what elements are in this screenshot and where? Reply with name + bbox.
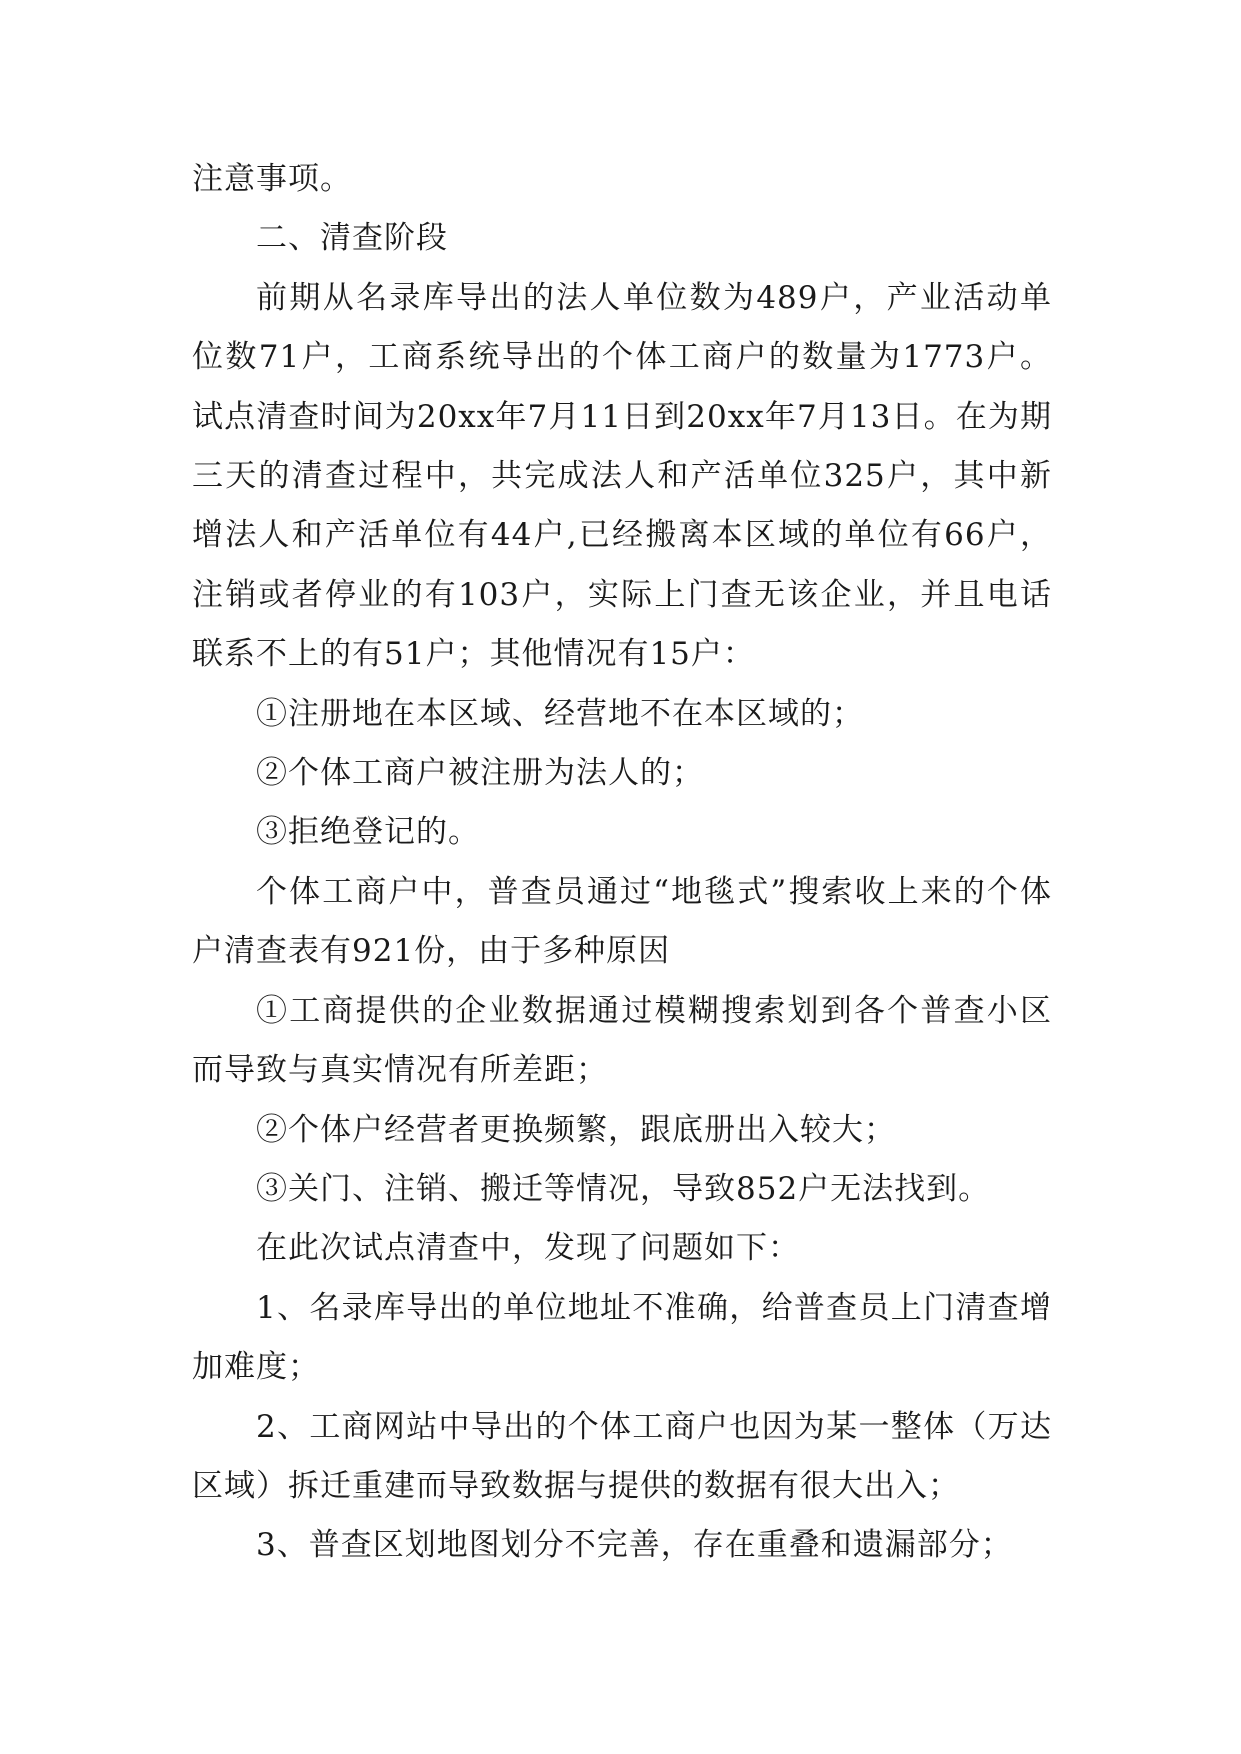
list-item-problem-1: 1、名录库导出的单位地址不准确，给普查员上门清查增加难度； bbox=[192, 1289, 1052, 1386]
list-item-other-case-3: ③拒绝登记的。 bbox=[256, 814, 480, 851]
section-heading-clearance-stage: 二、清查阶段 bbox=[256, 220, 448, 257]
list-item-problem-3: 3、普查区划地图划分不完善，存在重叠和遗漏部分； bbox=[256, 1527, 1013, 1564]
list-item-problem-2: 2、工商网站中导出的个体工商户也因为某一整体（万达区域）拆迁重建而导致数据与提供的数据有很大出入； bbox=[192, 1408, 1052, 1504]
list-item-reason-1: ①工商提供的企业数据通过模糊搜索划到各个普查小区而导致与真实情况有所差距； bbox=[192, 992, 1052, 1089]
list-item-other-case-2: ②个体工商户被注册为法人的； bbox=[256, 755, 704, 792]
paragraph-notes-end: 注意事项。 bbox=[192, 161, 352, 197]
list-item-reason-2: ②个体户经营者更换频繁，跟底册出入较大； bbox=[256, 1111, 896, 1148]
paragraph-individual-business: 个体工商户中，普查员通过“地毯式”搜索收上来的个体户清查表有921份，由于多种原因 bbox=[192, 873, 1052, 970]
paragraph-problems-intro: 在此次试点清查中，发现了问题如下： bbox=[256, 1230, 800, 1267]
list-item-reason-3: ③关门、注销、搬迁等情况，导致852户无法找到。 bbox=[256, 1170, 991, 1207]
list-item-other-case-1: ①注册地在本区域、经营地不在本区域的； bbox=[256, 695, 864, 732]
paragraph-clearance-summary: 前期从名录库导出的法人单位数为489户，产业活动单位数71户，工商系统导出的个体工商户的数量为1773户。试点清查时间为20xx年7月11日到20xx年7月13日。在为期三天的清查过程中，共完成法人和产活单位325户，其中新增法人和产活单位有44户,已经搬离本区域的单位有66户，注销或者停业的有103户，实际上门查无该企业，并且电话联系不上的有51户；其他情况有15户： bbox=[192, 279, 1052, 673]
document-body bbox=[192, 150, 1052, 1576]
